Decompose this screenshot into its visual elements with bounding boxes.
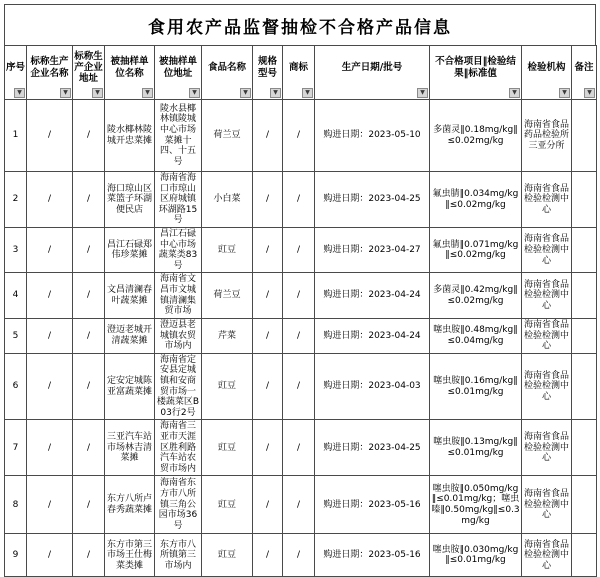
table-cell: 9 bbox=[5, 534, 27, 577]
table-cell bbox=[572, 534, 597, 577]
table-cell: / bbox=[73, 318, 105, 353]
page-title: 食用农产品监督抽检不合格产品信息 bbox=[4, 4, 596, 45]
table-cell: 昌江石碌郑伟珍菜摊 bbox=[105, 228, 155, 273]
table-cell: 购进日期：2023-04-03 bbox=[315, 353, 430, 420]
column-header-production-date bbox=[315, 46, 430, 100]
table-cell: / bbox=[283, 318, 315, 353]
filter-dropdown-icon[interactable]: ▼ bbox=[92, 88, 103, 98]
table-cell: / bbox=[27, 228, 73, 273]
table-cell: 定安定城陈亚富蔬菜摊 bbox=[105, 353, 155, 420]
table-cell: / bbox=[253, 100, 283, 172]
table-cell: / bbox=[27, 420, 73, 476]
table-cell: 海南省三亚市天涯区胜利路汽车站农贸市场内 bbox=[155, 420, 202, 476]
table-cell: / bbox=[73, 228, 105, 273]
table-cell: 荷兰豆 bbox=[202, 273, 253, 318]
table-cell: / bbox=[283, 100, 315, 172]
column-header-label: 备注 bbox=[574, 61, 594, 73]
table-cell: / bbox=[27, 476, 73, 534]
report-table bbox=[4, 45, 597, 577]
table-cell: 海南省东方市八所镇三角公园市场36号 bbox=[155, 476, 202, 534]
table-cell: / bbox=[27, 318, 73, 353]
table-cell: 2 bbox=[5, 172, 27, 228]
table-cell: 购进日期：2023-04-27 bbox=[315, 228, 430, 273]
table-cell: / bbox=[253, 228, 283, 273]
column-header-label: 被抽样单位名称 bbox=[110, 56, 149, 79]
table-cell: / bbox=[283, 172, 315, 228]
table-cell: 陵水县椰林镇陵城中心市场菜摊十四、十五号 bbox=[155, 100, 202, 172]
table-cell: 噻虫胺‖0.050mg/kg‖≤0.01mg/kg；噻虫嗪‖0.50mg/kg‖≤0.3mg/kg bbox=[430, 476, 522, 534]
filter-dropdown-icon[interactable]: ▼ bbox=[142, 88, 153, 98]
table-cell bbox=[572, 420, 597, 476]
table-cell: / bbox=[73, 353, 105, 420]
column-header-producer-address bbox=[73, 46, 105, 100]
table-cell: / bbox=[253, 420, 283, 476]
table-cell: 氟虫腈‖0.071mg/kg‖≤0.02mg/kg bbox=[430, 228, 522, 273]
table-header bbox=[5, 46, 597, 100]
table-row bbox=[5, 172, 597, 228]
filter-dropdown-icon[interactable]: ▼ bbox=[189, 88, 200, 98]
table-cell: / bbox=[283, 534, 315, 577]
table-row bbox=[5, 318, 597, 353]
table-cell: 海南省食品检验检测中心 bbox=[522, 476, 572, 534]
table-cell: 5 bbox=[5, 318, 27, 353]
column-header-label: 不合格项目‖检验结果‖标准值 bbox=[435, 56, 516, 79]
column-header-label: 商标 bbox=[288, 61, 308, 73]
table-cell bbox=[572, 228, 597, 273]
table-row bbox=[5, 476, 597, 534]
table-cell: 4 bbox=[5, 273, 27, 318]
table-cell: 澄迈老城开清蔬菜摊 bbox=[105, 318, 155, 353]
column-header-food-name bbox=[202, 46, 253, 100]
table-cell: 海南省食品检验检测中心 bbox=[522, 228, 572, 273]
table-cell: / bbox=[73, 534, 105, 577]
table-cell: / bbox=[73, 476, 105, 534]
table-cell: 海南省食品药品检验所三亚分所 bbox=[522, 100, 572, 172]
table-cell: 东方八所卢春秀蔬菜摊 bbox=[105, 476, 155, 534]
table-cell: 氟虫腈‖0.034mg/kg‖≤0.02mg/kg bbox=[430, 172, 522, 228]
filter-dropdown-icon[interactable]: ▼ bbox=[417, 88, 428, 98]
table-cell: 6 bbox=[5, 353, 27, 420]
table-cell: 购进日期：2023-04-25 bbox=[315, 172, 430, 228]
filter-dropdown-icon[interactable]: ▼ bbox=[559, 88, 570, 98]
table-cell: 豇豆 bbox=[202, 420, 253, 476]
table-cell: / bbox=[27, 534, 73, 577]
table-cell: 7 bbox=[5, 420, 27, 476]
table-cell bbox=[572, 476, 597, 534]
table-row bbox=[5, 228, 597, 273]
filter-dropdown-icon[interactable]: ▼ bbox=[240, 88, 251, 98]
column-header-sampled-unit-address bbox=[155, 46, 202, 100]
column-header-remarks bbox=[572, 46, 597, 100]
table-cell: 豇豆 bbox=[202, 476, 253, 534]
table-cell: 噻虫胺‖0.13mg/kg‖≤0.01mg/kg bbox=[430, 420, 522, 476]
table-cell bbox=[572, 273, 597, 318]
column-header-label: 被抽样单位地址 bbox=[158, 56, 197, 79]
table-cell: / bbox=[73, 100, 105, 172]
table-cell: / bbox=[283, 228, 315, 273]
table-body bbox=[5, 100, 597, 577]
table-cell: / bbox=[283, 353, 315, 420]
column-header-label: 标称生产企业名称 bbox=[30, 56, 69, 79]
column-header-label: 检验机构 bbox=[527, 61, 566, 73]
table-cell: 8 bbox=[5, 476, 27, 534]
column-header-failed-item bbox=[430, 46, 522, 100]
table-cell: 海南省食品检验检测中心 bbox=[522, 420, 572, 476]
column-header-sampled-unit-name bbox=[105, 46, 155, 100]
filter-dropdown-icon[interactable]: ▼ bbox=[302, 88, 313, 98]
table-cell: 东方市八所镇第三市场内 bbox=[155, 534, 202, 577]
table-cell: 荷兰豆 bbox=[202, 100, 253, 172]
table-cell: 东方市第三市场王仕梅菜类摊 bbox=[105, 534, 155, 577]
column-header-inspection-agency bbox=[522, 46, 572, 100]
table-cell: 豇豆 bbox=[202, 353, 253, 420]
table-cell: 购进日期：2023-04-25 bbox=[315, 420, 430, 476]
table-cell: 三亚汽车站市场林吉清菜摊 bbox=[105, 420, 155, 476]
column-header-label: 序号 bbox=[6, 61, 26, 73]
table-cell: 海南省文昌市文城镇清澜集贸市场 bbox=[155, 273, 202, 318]
table-row bbox=[5, 100, 597, 172]
table-cell: 海南省食品检验检测中心 bbox=[522, 273, 572, 318]
table-cell: 海南省食品检验检测中心 bbox=[522, 534, 572, 577]
filter-dropdown-icon[interactable]: ▼ bbox=[584, 88, 595, 98]
table-cell: 海南省海口市琼山区府城镇环湖路15号 bbox=[155, 172, 202, 228]
table-cell: 多菌灵‖0.18mg/kg‖≤0.02mg/kg bbox=[430, 100, 522, 172]
filter-dropdown-icon[interactable]: ▼ bbox=[14, 88, 25, 98]
table-cell: 购进日期：2023-05-16 bbox=[315, 534, 430, 577]
table-cell: / bbox=[73, 273, 105, 318]
column-header-seq bbox=[5, 46, 27, 100]
column-header-label: 食品名称 bbox=[207, 61, 246, 73]
table-cell: 购进日期：2023-05-16 bbox=[315, 476, 430, 534]
table-cell: / bbox=[253, 172, 283, 228]
table-cell: 1 bbox=[5, 100, 27, 172]
table-row bbox=[5, 420, 597, 476]
table-cell: / bbox=[283, 273, 315, 318]
filter-dropdown-icon[interactable]: ▼ bbox=[509, 88, 520, 98]
table-row bbox=[5, 273, 597, 318]
table-cell: 陵水椰林陵城开忠菜摊 bbox=[105, 100, 155, 172]
table-cell: 噻虫胺‖0.16mg/kg‖≤0.01mg/kg bbox=[430, 353, 522, 420]
table-cell: 芹菜 bbox=[202, 318, 253, 353]
table-cell: 购进日期：2023-04-24 bbox=[315, 318, 430, 353]
table-cell: / bbox=[27, 353, 73, 420]
table-cell: 噻虫胺‖0.030mg/kg‖≤0.01mg/kg bbox=[430, 534, 522, 577]
table-cell: / bbox=[253, 318, 283, 353]
table-cell: 海南省食品检验检测中心 bbox=[522, 353, 572, 420]
table-cell: 多菌灵‖0.42mg/kg‖≤0.02mg/kg bbox=[430, 273, 522, 318]
table-cell: 澄迈县老城镇农贸市场内 bbox=[155, 318, 202, 353]
table-cell: / bbox=[73, 420, 105, 476]
table-row bbox=[5, 534, 597, 577]
filter-dropdown-icon[interactable]: ▼ bbox=[60, 88, 71, 98]
table-cell: 小白菜 bbox=[202, 172, 253, 228]
table-row bbox=[5, 353, 597, 420]
table-cell: / bbox=[253, 534, 283, 577]
column-header-label: 标称生产企业地址 bbox=[74, 50, 103, 85]
table-cell: 海口琼山区菜篮子环湖便民店 bbox=[105, 172, 155, 228]
table-cell: / bbox=[283, 420, 315, 476]
table-cell: 豇豆 bbox=[202, 228, 253, 273]
table-cell: / bbox=[73, 172, 105, 228]
table-cell: / bbox=[27, 273, 73, 318]
table-cell bbox=[572, 318, 597, 353]
column-header-trademark bbox=[283, 46, 315, 100]
table-cell: 购进日期：2023-04-24 bbox=[315, 273, 430, 318]
table-cell bbox=[572, 172, 597, 228]
table-cell: / bbox=[27, 100, 73, 172]
table-cell: / bbox=[27, 172, 73, 228]
column-header-label: 规格型号 bbox=[257, 56, 277, 79]
table-cell: 海南省定安县定城镇和安商贸市场一楼蔬菜区B03行2号 bbox=[155, 353, 202, 420]
table-cell: 文昌清澜春叶蔬菜摊 bbox=[105, 273, 155, 318]
table-cell: 海南省食品检验检测中心 bbox=[522, 318, 572, 353]
table-cell: 海南省食品检验检测中心 bbox=[522, 172, 572, 228]
table-cell: / bbox=[253, 353, 283, 420]
table-cell: / bbox=[283, 476, 315, 534]
table-cell bbox=[572, 100, 597, 172]
table-cell: 噻虫胺‖0.48mg/kg‖≤0.04mg/kg bbox=[430, 318, 522, 353]
header-row bbox=[5, 46, 597, 100]
table-cell: 3 bbox=[5, 228, 27, 273]
table-cell: / bbox=[253, 273, 283, 318]
column-header-label: 生产日期/批号 bbox=[341, 61, 403, 73]
filter-dropdown-icon[interactable]: ▼ bbox=[270, 88, 281, 98]
column-header-spec-model bbox=[253, 46, 283, 100]
table-cell bbox=[572, 353, 597, 420]
table-cell: / bbox=[253, 476, 283, 534]
table-cell: 昌江石碌中心市场蔬菜类83号 bbox=[155, 228, 202, 273]
column-header-producer-name bbox=[27, 46, 73, 100]
table-cell: 豇豆 bbox=[202, 534, 253, 577]
table-cell: 购进日期：2023-05-10 bbox=[315, 100, 430, 172]
